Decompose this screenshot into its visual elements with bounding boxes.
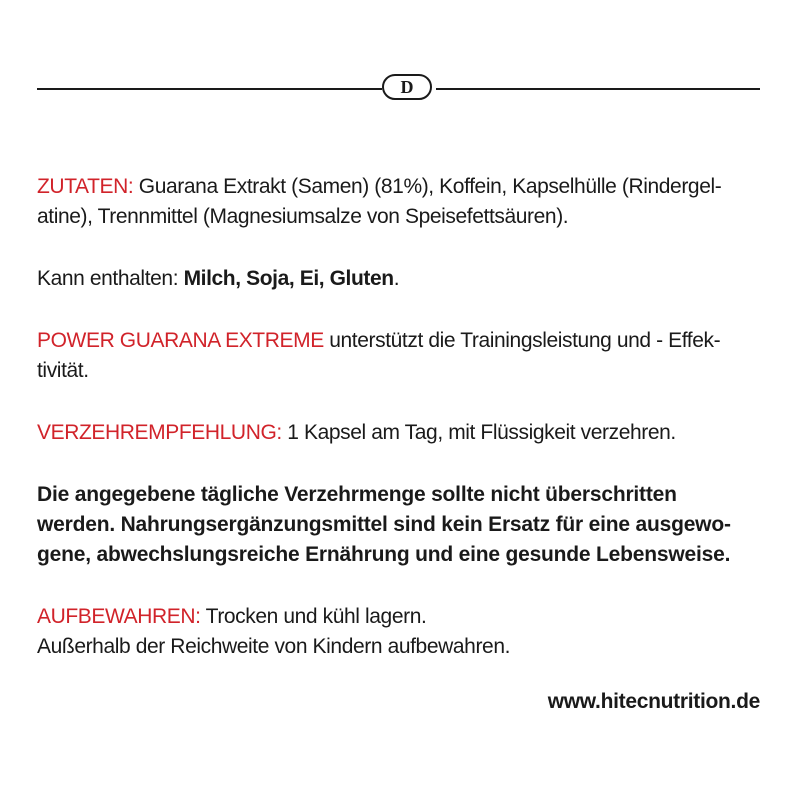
warning-line-1: Die angegebene tägliche Verzehrmenge sollte nicht überschritten <box>37 483 677 506</box>
ingredients-text-2: atine), Trennmittel (Magnesiumsalze von Speisefettsäuren). <box>37 205 569 228</box>
ingredients-line-1 <box>37 172 761 202</box>
storage-line-1 <box>37 602 761 632</box>
product-claim-line-1 <box>37 326 761 356</box>
storage-text-2: Außerhalb der Reichweite von Kindern aufbewahren. <box>37 635 511 658</box>
storage-text-1: Trocken und kühl lagern. <box>200 605 427 628</box>
warning-line-3: gene, abwechslungsreiche Ernährung und eine gesunde Lebensweise. <box>37 543 731 566</box>
allergens-list: Milch, Soja, Ei, Gluten <box>183 267 394 290</box>
recommendation-label: VERZEHREMPFEHLUNG: <box>37 421 282 444</box>
allergens-paragraph <box>37 264 761 294</box>
product-name: POWER GUARANA EXTREME <box>37 329 324 352</box>
allergens-prefix: Kann enthalten: <box>37 267 184 290</box>
recommendation-text: 1 Kapsel am Tag, mit Flüssigkeit verzehren. <box>281 421 676 444</box>
ingredients-text-1: Guarana Extrakt (Samen) (81%), Koffein, Kapselhülle (Rindergel- <box>133 175 722 198</box>
header-rule-right <box>436 88 760 90</box>
storage-label: AUFBEWAHREN: <box>37 605 201 628</box>
label-content <box>37 172 761 694</box>
ingredients-paragraph <box>37 172 761 232</box>
ingredients-label: ZUTATEN: <box>37 175 134 198</box>
product-claim-paragraph <box>37 326 761 386</box>
allergens-suffix: . <box>393 267 400 290</box>
warning-paragraph <box>37 480 761 570</box>
header-rule-left <box>37 88 382 90</box>
language-badge <box>382 74 432 100</box>
website-link[interactable]: www.hitecnutrition.de <box>547 690 760 713</box>
storage-paragraph <box>37 602 761 662</box>
recommendation-paragraph <box>37 418 761 448</box>
warning-line-2: werden. Nahrungsergänzungsmittel sind kein Ersatz für eine ausgewo- <box>37 513 731 536</box>
product-claim-text-1: unterstützt die Trainingsleistung und - Effek- <box>323 329 721 352</box>
product-claim-text-2: tivität. <box>37 359 89 382</box>
language-code: D <box>400 76 414 97</box>
